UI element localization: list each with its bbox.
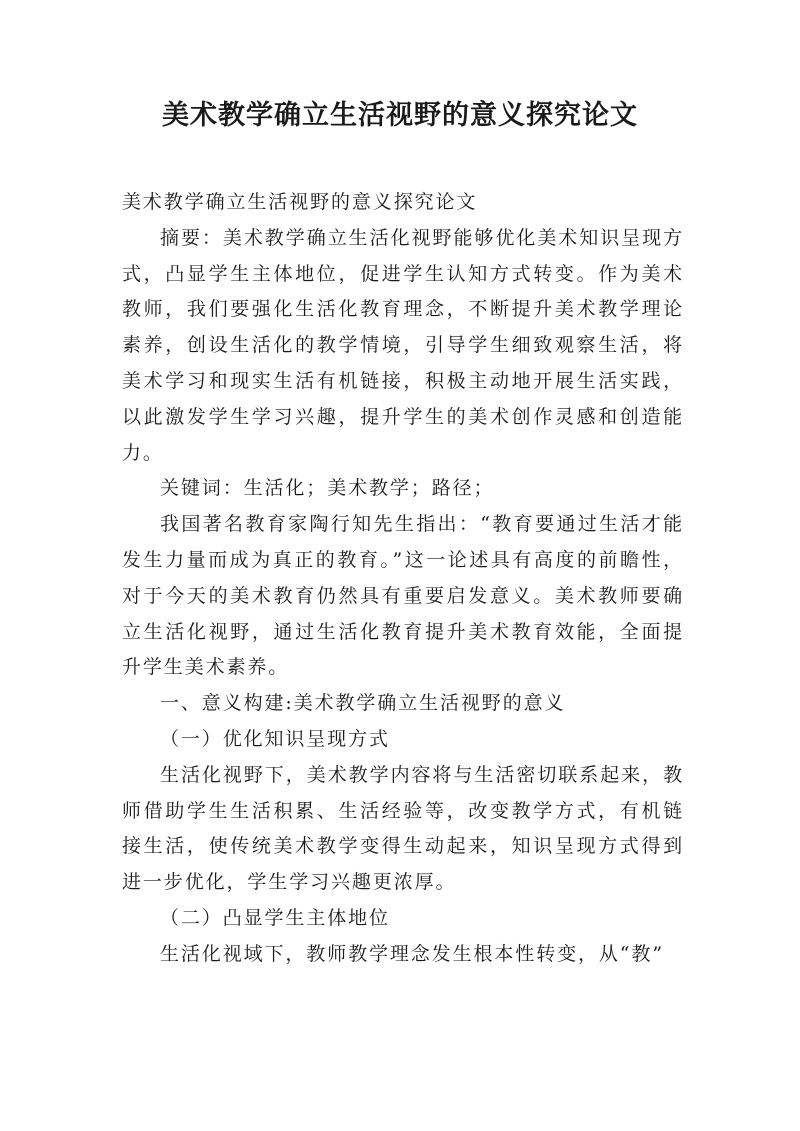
section-heading: 一、意义构建:美术教学确立生活视野的意义 <box>160 692 566 715</box>
abstract-paragraph: 摘要：美术教学确立生活化视野能够优化美术知识呈现方式，凸显学生主体地位，促进学生认知方式转变。作为美术教师，我们要强化生活化教育理念，不断提升美术教学理论素养，创设生活化的教学情境，引导学生细致观察生活，将美术学习和现实生活有机链接，积极主动地开展生活实践，以此激发学生学习兴趣，提升学生的美术创作灵感和创造能力。 <box>122 226 684 464</box>
keywords-paragraph: 关键词：生活化；美术教学；路径； <box>160 477 495 500</box>
intro-paragraph: 我国著名教育家陶行知先生指出：“教育要通过生活才能发生力量而成为真正的教育。”这一论述具有高度的前瞻性，对于今天的美术教育仍然具有重要启发意义。美术教师要确立生活化视野，通过生活化教育提升美术教育效能，全面提升学生美术素养。 <box>122 513 684 679</box>
subsection-heading: （一）优化知识呈现方式 <box>160 727 390 750</box>
subsection-heading: （二）凸显学生主体地位 <box>160 906 390 929</box>
body-paragraph: 生活化视野下，美术教学内容将与生活密切联系起来，教师借助学生生活积累、生活经验等，改变教学方式，有机链接生活，使传统美术教学变得生动起来，知识呈现方式得到进一步优化，学生学习兴趣更浓厚。 <box>122 763 684 894</box>
document-subtitle: 美术教学确立生活视野的意义探究论文 <box>122 191 478 213</box>
document-title: 美术教学确立生活视野的意义探究论文 <box>162 100 638 131</box>
body-paragraph: 生活化视域下，教师教学理念发生根本性转变，从“教” <box>160 942 664 965</box>
document-body <box>122 185 684 973</box>
